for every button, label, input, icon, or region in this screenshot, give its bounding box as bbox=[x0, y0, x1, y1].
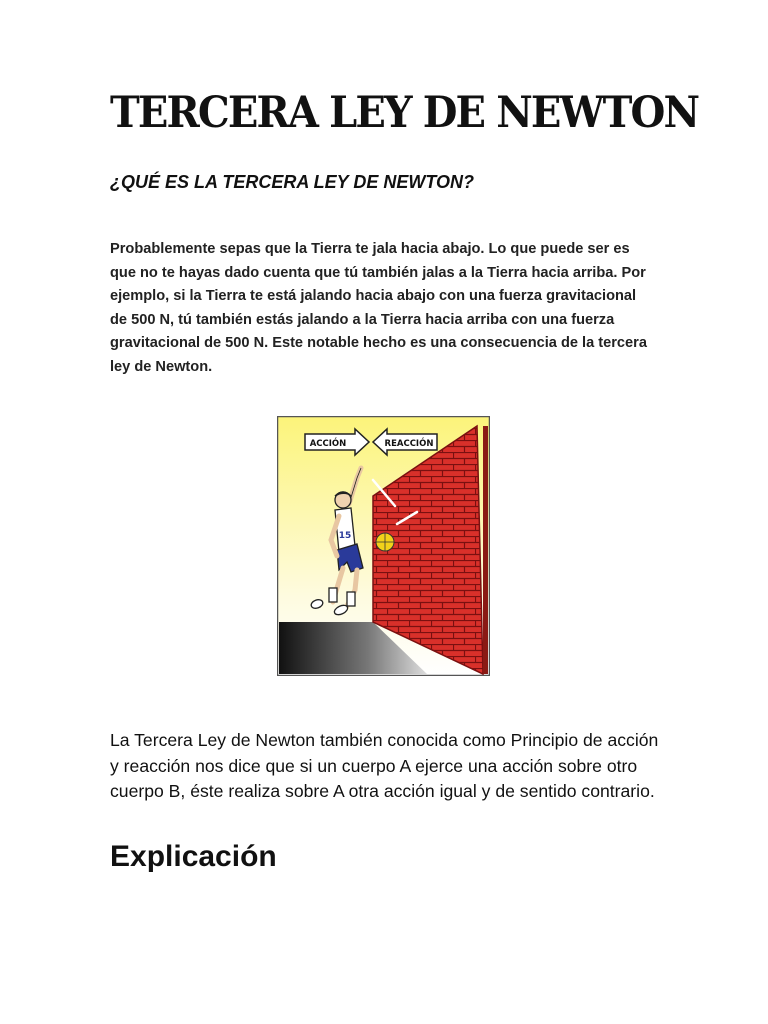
intro-paragraph: Probablemente sepas que la Tierra te jala hacia abajo. Lo que puede ser es que no te hayas dado cuenta que tú también jalas a la Tierra hacia arriba. Por ejemplo, si la Tierra te está jalando hacia abajo con una fuerza gravitacional de 500 N, tú también estás jalando a la Tierra hacia arriba con una fuerza gravitacional de 500 N. Este notable hecho es una consecuencia de la tercera ley de Newton. bbox=[110, 241, 647, 375]
definition-paragraph: La Tercera Ley de Newton también conocida como Principio de acción y reacción nos dice que si un cuerpo A ejerce una acción sobre otro cuerpo B, éste realiza sobre A otra acción igual y de sentido contrario. bbox=[110, 730, 659, 802]
svg-text:15: 15 bbox=[338, 531, 352, 541]
document-subtitle: ¿QUÉ ES LA TERCERA LEY DE NEWTON? bbox=[110, 172, 475, 192]
newton-third-law-illustration bbox=[277, 416, 490, 676]
action-arrow-label: ACCIÓN bbox=[309, 439, 347, 449]
document-title: TERCERA LEY DE NEWTON bbox=[110, 88, 699, 138]
reaction-arrow-label: REACCIÓN bbox=[384, 439, 434, 449]
section-heading-explicacion: Explicación bbox=[110, 840, 277, 873]
basketball-icon bbox=[376, 533, 394, 551]
